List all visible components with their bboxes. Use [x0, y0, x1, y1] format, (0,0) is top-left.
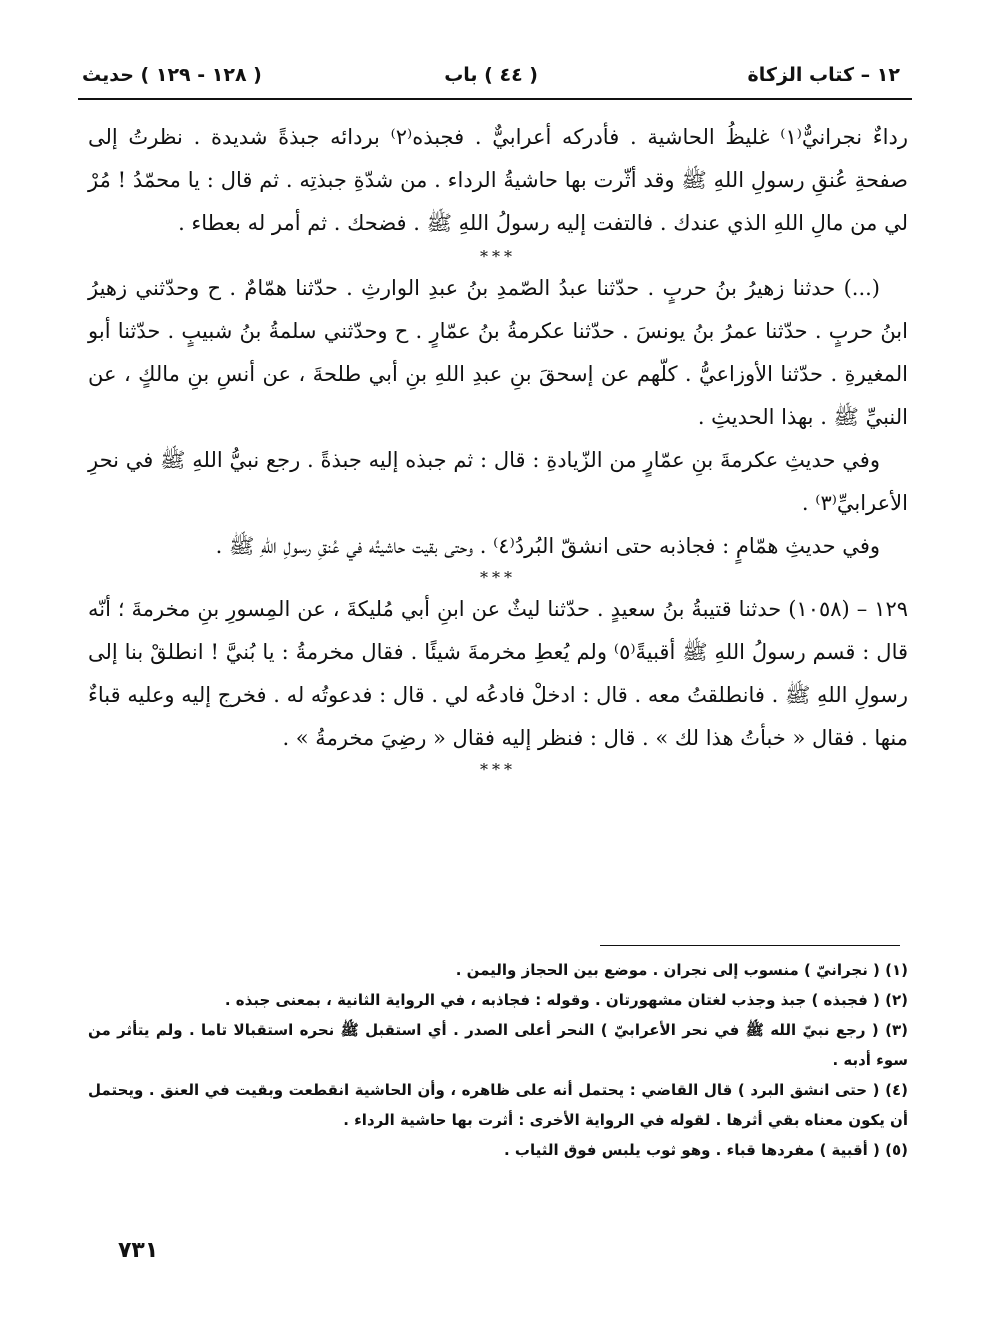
- footnote-5: (٥) ( أقبية ) مفردها قباء . وهو ثوب يلبس فوق الثياب .: [503, 1141, 908, 1159]
- header-rule: [78, 98, 912, 100]
- footnote-2: (٢) ( فجبذه ) جبذ وجذب لغتان مشهورتان . وقوله : فجاذبه ، في الرواية الثانية ، بمعنى جبذه .: [224, 991, 908, 1009]
- paragraph-1: رداءٌ نجرانيٌّ⁽١⁾ غليظُ الحاشية . فأدركه أعرابيٌّ . فجبذه⁽٢⁾ بردائه جبذةً شديدة . نظرتُ إلى صفحةِ عُنقِ رسولِ اللهِ ﷺ وقد أثّرت بها حاشيةُ الرداء . من شدّةِ جبذتِه . ثم قال : يا محمّدُ ! مُرْ لي من مالِ اللهِ الذي عندك . فالتفت إليه رسولُ اللهِ ﷺ . فضحك . ثم أمر له بعطاء .: [88, 125, 908, 235]
- footnote-rule: [600, 945, 900, 946]
- header-chapter-label: ( ٤٤ ) باب: [444, 64, 538, 86]
- section-separator: ***: [480, 568, 516, 587]
- header-book-title: ١٢ – كتاب الزكاة: [747, 64, 900, 86]
- paragraph-2: (...) حدثنا زهيرُ بنُ حربٍ . حدّثنا عبدُ الصّمدِ بنُ عبدِ الوارثِ . حدّثنا همّامٌ . ح وحدّثني زهيرُ ابنُ حربٍ . حدّثنا عمرُ بنُ يونسَ . حدّثنا عكرمةُ بنُ عمّارٍ . ح وحدّثني سلمةُ بنُ شبيبٍ . حدّثنا أبو المغيرةِ . حدّثنا الأوزاعيُّ . كلّهم عن إسحقَ بنِ عبدِ اللهِ بنِ أبي طلحةَ ، عن أنسِ بنِ مالكٍ ، عن النبيِّ ﷺ . بهذا الحديثِ .: [88, 276, 908, 429]
- page-number: ٧٣١: [118, 1238, 159, 1263]
- paragraph-5: ١٢٩ – (١٠٥٨) حدثنا قتيبةُ بنُ سعيدٍ . حدّثنا ليثٌ عن ابنِ أبي مُليكةَ ، عن المِسورِ بنِ مخرمةَ ؛ أنّه قال : قسم رسولُ اللهِ ﷺ أقبيةً⁽٥⁾ ولم يُعطِ مخرمةَ شيئًا . فقال مخرمةُ : يا بُنيَّ ! انطلقْ بنا إلى رسولِ اللهِ ﷺ . فانطلقتُ معه . قال : ادخلْ فادعُه لي . قال : فدعوتُه له . فخرج إليه وعليه قباءٌ منها . فقال « خبأتُ هذا لك » . قال : فنظر إليه فقال « رضِيَ مخرمةُ » .: [88, 597, 909, 750]
- footnotes: [88, 955, 908, 1165]
- footnote-3: (٣) ( رجع نبيّ الله ﷺ في نحر الأعرابيّ ) النحر أعلى الصدر . أي استقبل ﷺ نحره استقبالا تاما . ولم يتأثر من سوء أدبه .: [88, 1021, 908, 1069]
- header-hadith-range: ( ١٢٨ - ١٢٩ ) حديث: [82, 64, 262, 86]
- paragraph-3: وفي حديثِ عكرمةَ بنِ عمّارٍ من الزّيادةِ : قال : ثم جبذه إليه جبذةً . رجع نبيُّ اللهِ ﷺ في نحرِ الأعرابيِّ⁽٣⁾ .: [88, 448, 908, 515]
- paragraph-4: وفي حديثِ همّامٍ : فجاذبه حتى انشقّ البُردُ⁽٤⁾ . وحتى بقيت حاشيتُه في عُنقِ رسولِ اللهِ ﷺ .: [215, 534, 880, 558]
- section-separator: ***: [480, 760, 516, 779]
- section-separator: ***: [480, 247, 516, 266]
- footnote-4: (٤) ( حتى انشق البرد ) قال القاضي : يحتمل أنه على ظاهره ، وأن الحاشية انقطعت وبقيت في العنق . ويحتمل أن يكون معناه بقي أثرها . لقوله في الرواية الأخرى : أثرت بها حاشية الرداء .: [88, 1081, 908, 1129]
- main-text: [88, 116, 908, 780]
- footnote-1: (١) ( نجرانيّ ) منسوب إلى نجران . موضع بين الحجاز واليمن .: [455, 961, 908, 979]
- running-header: [78, 50, 908, 98]
